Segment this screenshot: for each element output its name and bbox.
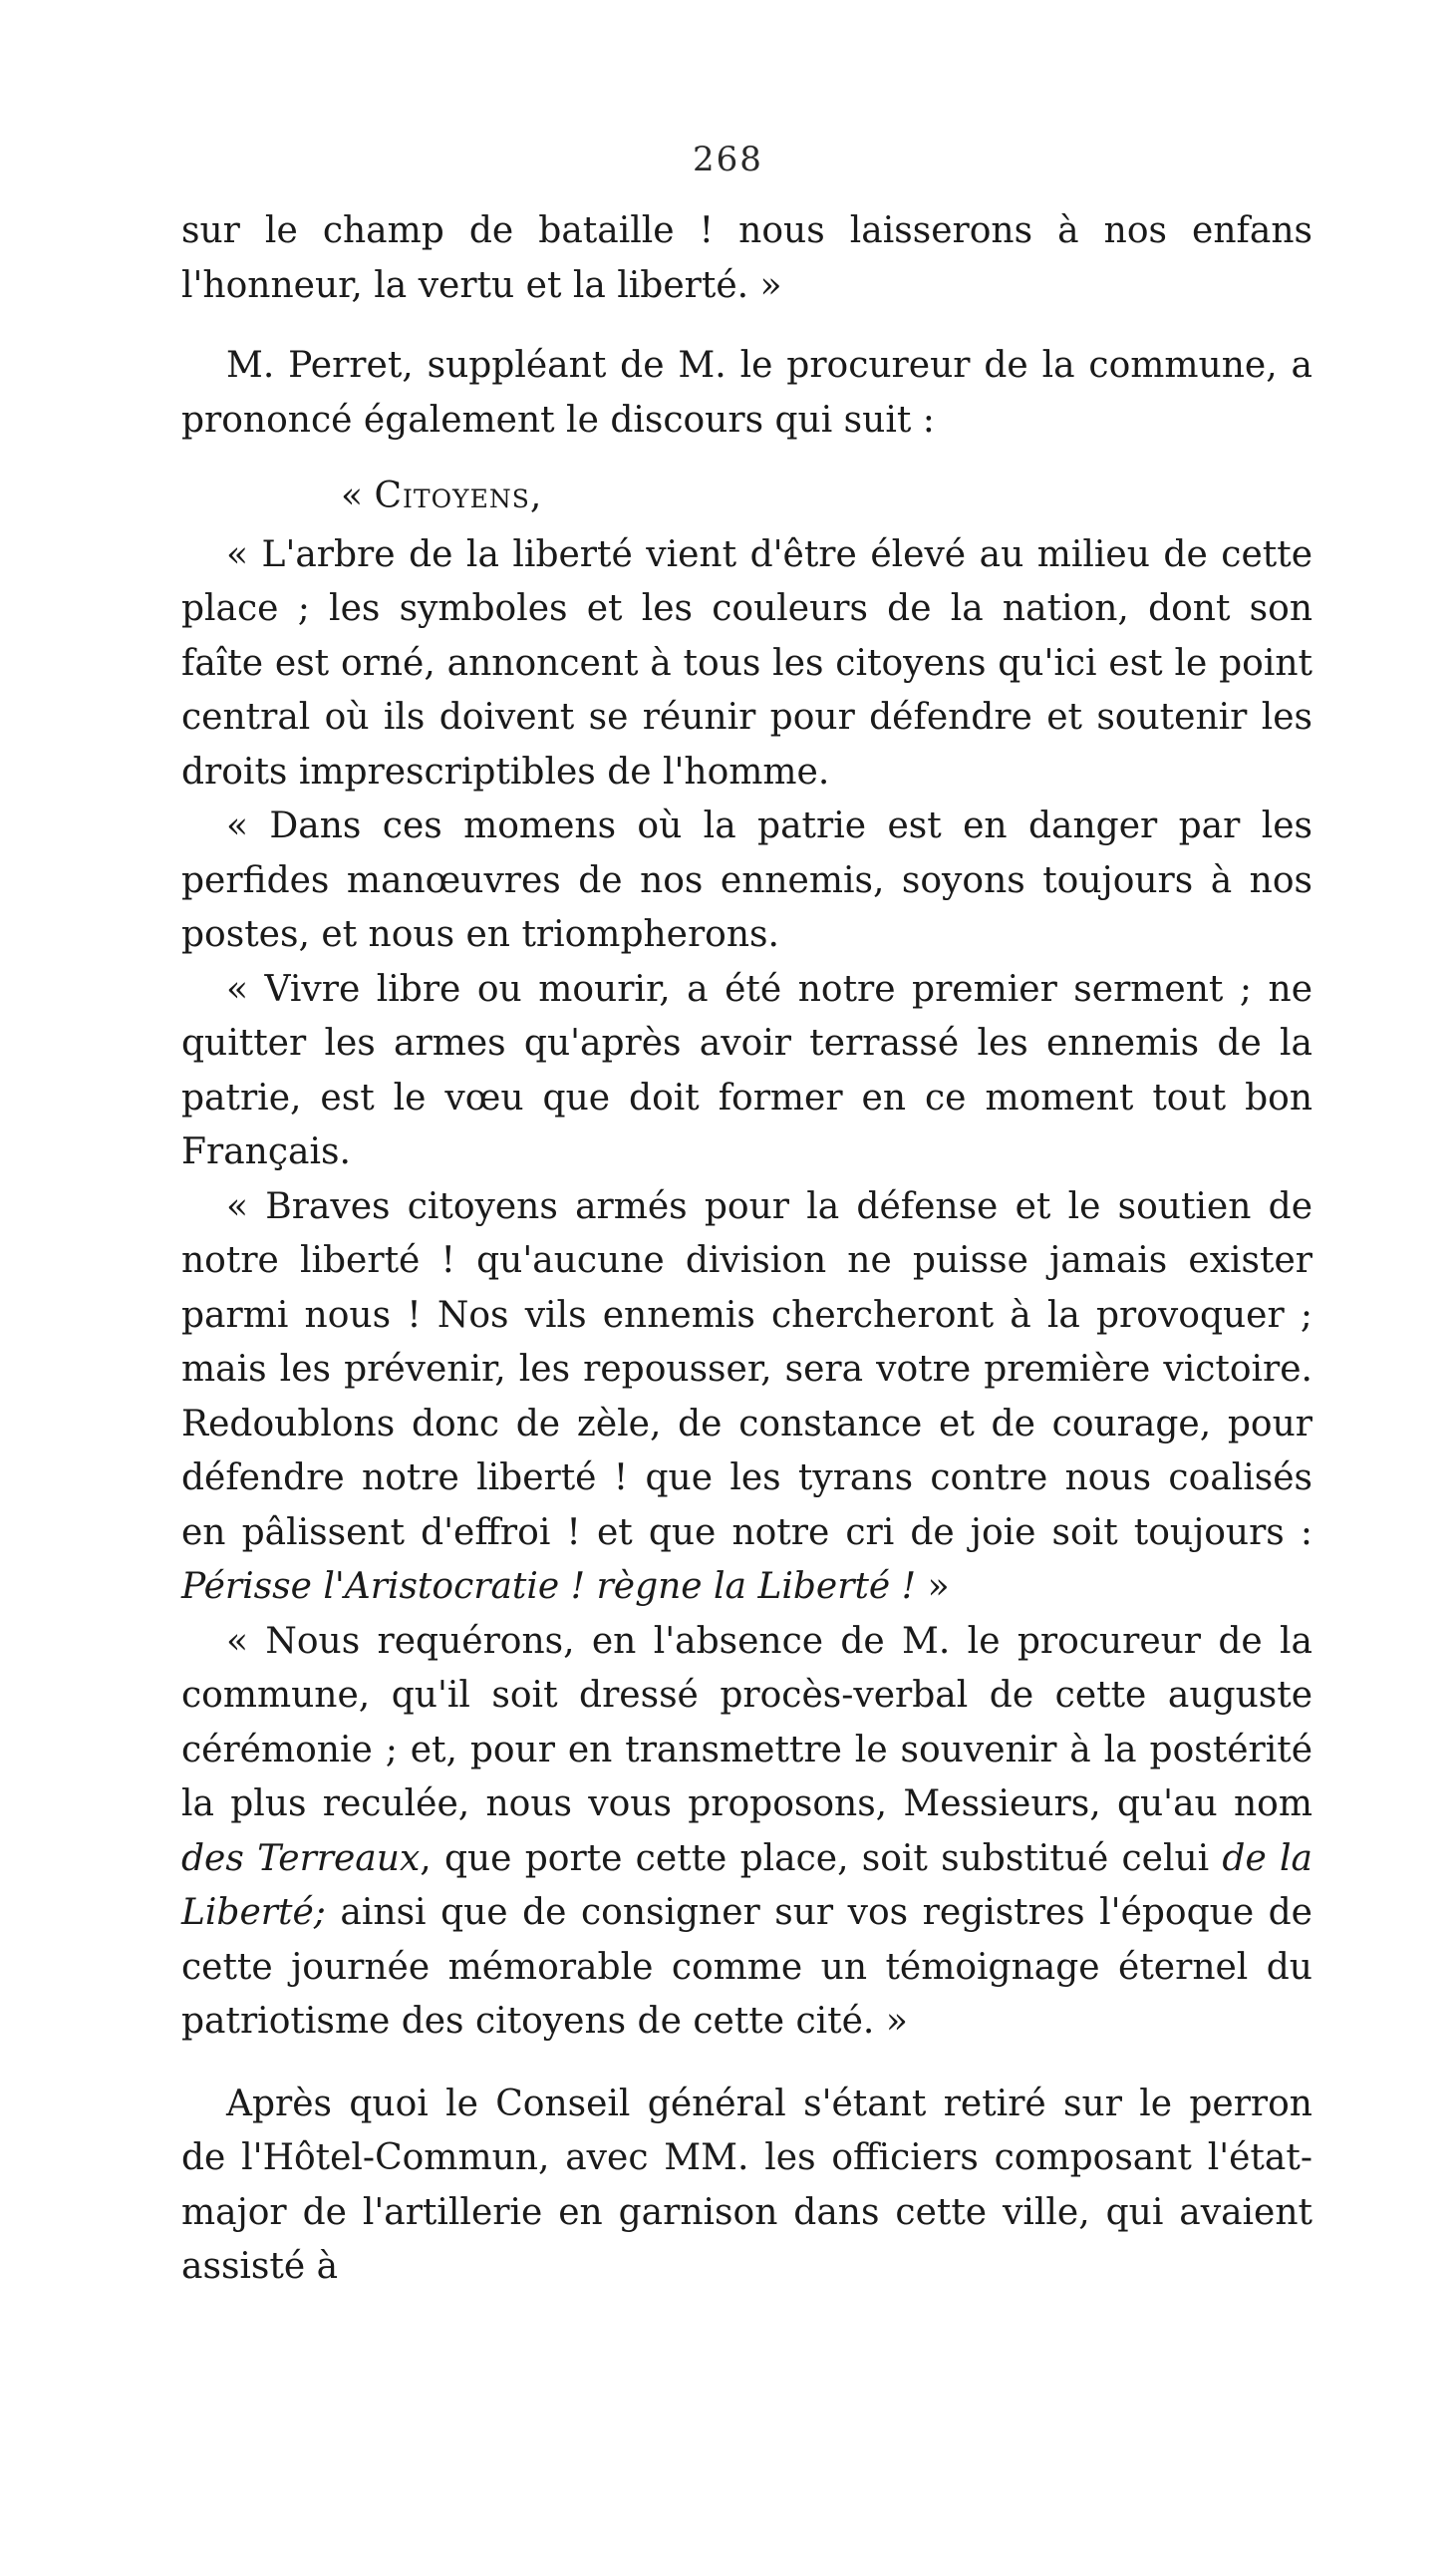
place-name-old: des Terreaux — [181, 1837, 421, 1879]
speech-paragraph-4 — [181, 1180, 1312, 1615]
salutation-suffix: , — [529, 476, 542, 516]
speech-paragraph-4-end: » — [916, 1566, 950, 1607]
speech-paragraph-5 — [181, 1615, 1312, 2050]
salutation-word: Citoyens — [374, 476, 530, 516]
speech-paragraph-5-text-a: « Nous requérons, en l'absence de M. le procureur de la commune, qu'il soit dressé procès-verbal de cette auguste cérémonie ; et, pour en transmettre le souvenir à la postérité la plus reculée, nous vous proposons, Messieurs, qu'au nom — [181, 1620, 1312, 1824]
slogan-italic: Périsse l'Aristocratie ! règne la Liberté ! — [181, 1566, 917, 1607]
salutation-prefix: « — [341, 476, 375, 516]
speech-paragraph-2: « Dans ces momens où la patrie est en danger par les perfides manœuvres de nos ennemis, soyons toujours à nos postes, et nous en triompherons. — [181, 805, 1312, 955]
speech-paragraph-5-text-c: ainsi que de consigner sur vos registres l'époque de cette journée mémorable comme un témoignage éternel du patriotisme des citoyens de cette cité. » — [181, 1892, 1312, 2042]
speech-paragraph-1: « L'arbre de la liberté vient d'être élevé au milieu de cette place ; les symboles et les couleurs de la nation, dont son faîte est orné, annoncent à tous les citoyens qu'ici est le point central où ils doivent se réunir pour défendre et soutenir les droits imprescriptibles de l'homme. — [181, 533, 1312, 793]
speech-paragraph-3: « Vivre libre ou mourir, a été notre premier serment ; ne quitter les armes qu'après avoir terrassé les ennemis de la patrie, est le vœu que doit former en ce moment tout bon Français. — [181, 968, 1312, 1172]
speech-paragraph-5-text-b: , que porte cette place, soit substitué celui — [420, 1837, 1223, 1879]
paragraph-introduction: M. Perret, suppléant de M. le procureur de la commune, a prononcé également le discours qui suit : — [181, 345, 1312, 441]
body-text — [181, 204, 1312, 2295]
paragraph-continuation: sur le champ de bataille ! nous laisserons à nos enfans l'honneur, la vertu et la liberté. » — [181, 210, 1312, 306]
speech-paragraph-4-text: « Braves citoyens armés pour la défense et le soutien de notre liberté ! qu'aucune division ne puisse jamais exister parmi nous ! Nos vils ennemis chercheront à la provoquer ; mais les prévenir, les repousser, sera votre première victoire. Redoublons donc de zèle, de constance et de courage, pour défendre notre liberté ! que les tyrans contre nous coalisés en pâlissent d'effroi ! et que notre cri de joie soit toujours : — [181, 1185, 1312, 1553]
place-name-new: de la Liberté; — [181, 1837, 1312, 1933]
paragraph-narrative: Après quoi le Conseil général s'étant retiré sur le perron de l'Hôtel-Commun, avec MM. les officiers composant l'état-major de l'artillerie en garnison dans cette ville, qui avaient assisté à — [181, 2083, 1312, 2287]
speech-salutation — [181, 470, 1312, 524]
page-number: 268 — [693, 140, 763, 179]
